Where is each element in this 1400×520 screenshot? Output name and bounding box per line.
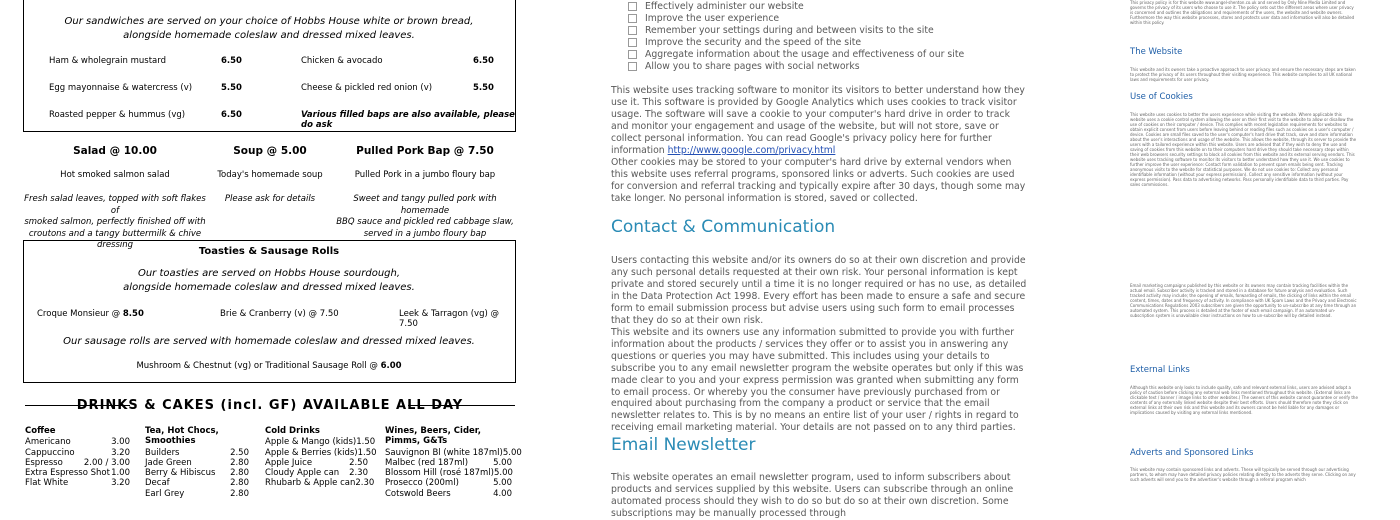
drink-item: Apple & Mango (kids) 1.50 (265, 437, 376, 448)
list-item: Improve the user experience (628, 13, 779, 25)
sandwich-price: 5.50 (473, 83, 494, 93)
drink-item: Rhubarb & Apple can 2.30 (265, 478, 375, 489)
list-item: Allow you to share pages with social networks (628, 61, 860, 73)
checkbox-icon (628, 62, 637, 71)
soup-title: Soup @ 5.00 (233, 145, 307, 157)
website-paragraph: This website and its owners take a proactive approach to user privacy and ensure the necessary steps are taken to protect the privacy of its users throughout their visiting experience. This website complies to all UK national laws and requirements for user privacy. (1130, 67, 1356, 82)
drink-item: Decaf 2.80 (145, 478, 249, 489)
list-item: Improve the security and the speed of the site (628, 37, 861, 49)
newsletter-paragraph: This website operates an email newsletter program, used to inform subscribers about products and services supplied by this website. Users can subscribe through an online automated process should they wish to do so but do so at their own discretion. Some subscriptions may be manually processed through (611, 472, 1014, 519)
salad-description: Fresh salad leaves, topped with soft flakes of smoked salmon, perfectly finished off with croutons and a tangy buttermilk & chive dressing (24, 194, 206, 250)
drink-item: Extra Espresso Shot 1.00 (25, 468, 130, 479)
adverts-heading: Adverts and Sponsored Links (1130, 448, 1254, 458)
drink-item: Apple Juice 2.50 (265, 457, 368, 468)
toasties-title: Toasties & Sausage Rolls (198, 246, 340, 257)
drink-item: Espresso 2.00 / 3.00 (25, 457, 130, 468)
sandwich-price: 6.50 (473, 56, 494, 66)
external-links-heading: External Links (1130, 365, 1190, 375)
checkbox-icon (628, 2, 637, 11)
drink-item: Flat White 3.20 (25, 478, 130, 489)
pork-subtitle: Pulled Pork in a jumbo floury bap (354, 170, 496, 180)
drink-item: Malbec (red 187ml) 5.00 (385, 457, 512, 468)
sausage-rolls-intro: Our sausage rolls are served with homemade coleslaw and dressed mixed leaves. (63, 336, 475, 347)
drink-item: Sauvignon Bl (white 187ml) 5.00 (385, 447, 522, 458)
sandwich-price: 6.50 (221, 56, 242, 66)
divider (408, 405, 515, 406)
drink-item: Cotswold Beers 4.00 (385, 488, 512, 499)
sandwich-item: Cheese & pickled red onion (v) (301, 83, 433, 93)
website-heading: The Website (1130, 47, 1183, 57)
sandwich-item: Chicken & avocado (301, 56, 383, 66)
drink-item: Cappuccino 3.20 (25, 447, 130, 458)
coffee-column: Coffee Americano 3.00 Cappuccino 3.20 Espresso 2.00 / 3.00 Extra Espresso Shot 1.00 Flat White 3.20 (25, 426, 130, 489)
analytics-paragraph: This website uses tracking software to monitor its visitors to better understand how they use it. This software is provided by Google Analytics which uses cookies to track visitor usage. The software will save a cookie to your computer's hard drive in order to track and monitor your engagement and usage of the website, but will not store, save or collect personal information. You can read Google's privacy policy here for further information http://www.google.com/privacy.html (611, 85, 1025, 156)
pork-description: Sweet and tangy pulled pork with homemade BBQ sauce and pickled red cabbage slaw, served in a jumbo floury bap (336, 194, 514, 239)
salad-subtitle: Hot smoked salmon salad (60, 170, 170, 180)
google-privacy-link[interactable]: http://www.google.com/privacy.html (667, 144, 836, 156)
sandwich-item: Roasted pepper & hummus (vg) (49, 110, 186, 120)
toasties-intro: Our toasties are served on Hobbs House sourdough, alongside homemade coleslaw and dressed mixed leaves. (123, 268, 415, 293)
sandwich-item: Egg mayonnaise & watercress (v) (49, 83, 193, 93)
drink-item: Blossom Hill (rosé 187ml) 5.00 (385, 468, 513, 479)
soup-subtitle: Today's homemade soup (217, 170, 323, 180)
drink-item: Builders 2.50 (145, 447, 249, 458)
sandwich-price: 5.50 (221, 83, 242, 93)
drink-item: Berry & Hibiscus 2.80 (145, 468, 249, 479)
drink-item: Earl Grey 2.80 (145, 488, 249, 499)
email-newsletter-heading: Email Newsletter (611, 435, 756, 455)
soup-description: Please ask for details (224, 194, 316, 204)
intro-paragraph: This privacy policy is for this website www.angel-shenton.co.uk and served by Only Nine Media Limited and governs the privacy of its users who choose to use it. The policy sets out the different areas where user privacy is concerned and outlines the obligations and requirements of the users, the website and website owners. Furthermore the way this website processes, stores and protects user data and information will also be detailed within this policy. (1130, 0, 1355, 25)
toastie-item: Croque Monsieur @ 8.50 (37, 309, 144, 319)
drink-item: Prosecco (200ml) 5.00 (385, 478, 512, 489)
checkbox-icon (628, 26, 637, 35)
tea-column: Tea, Hot Chocs, Smoothies Builders 2.50 Jade Green 2.80 Berry & Hibiscus 2.80 Decaf 2.80 Earl Grey 2.80 (145, 426, 249, 499)
wines-column: Wines, Beers, Cider, Pimms, G&Ts Sauvignon Bl (white 187ml) 5.00 Malbec (red 187ml) 5.00 Blossom Hill (rosé 187ml) 5.00 Prosecco (200ml) 5.00 Cotswold Beers 4.00 (385, 426, 522, 499)
list-item: Effectively administer our website (628, 1, 804, 13)
marketing-paragraph: This website and its owners use any information submitted to provide you with further information about the products / services they offer or to assist you in answering any questions or queries you may have submitted. This includes using your details to subscribe you to any email newsletter program the website operates but only if this was made clear to you and your express permission was granted when submitting any form to email process. Or whereby you the consumer have previously purchased from or enquired about purchasing from the company a product or service that the email newsletter relates to. This is by no means an entire list of your user / rights in regard to receiving email marketing material. Your details are not passed on to any third parties. (611, 327, 1024, 434)
toastie-item: Brie & Cranberry (v) @ 7.50 (220, 309, 339, 319)
privacy-policy-summary (1125, 0, 1365, 500)
contact-paragraph: Users contacting this website and/or its owners do so at their own discretion and provide any such personal details requested at their own risk. Your personal information is kept private and stored securely until a time it is no longer required or has no use, as detailed in the Data Protection Act 1998. Every effort has been made to ensure a safe and secure form to email submission process but advise users using such form to email processes that they do so at their own risk. (611, 255, 1027, 326)
cold-drinks-column: Cold Drinks Apple & Mango (kids) 1.50 Apple & Berries (kids) 1.50 Apple Juice 2.50 Cloudy Apple can 2.30 Rhubarb & Apple can 2.30 (265, 426, 377, 489)
sandwich-box (23, 0, 516, 132)
drink-item: Jade Green 2.80 (145, 457, 249, 468)
drinks-heading: DRINKS & CAKES (incl. GF) AVAILABLE ALL DAY (76, 398, 464, 413)
toastie-item: Leek & Tarragon (vg) @ 7.50 (399, 309, 499, 329)
drink-item: Americano 3.00 (25, 437, 130, 448)
cookies-heading: Use of Cookies (1130, 92, 1193, 102)
salad-title: Salad @ 10.00 (73, 145, 157, 157)
sandwich-intro: Our sandwiches are served on your choice of Hobbs House white or brown bread, alongside homemade coleslaw and dressed mixed leaves. (64, 16, 474, 41)
sandwich-price: 6.50 (221, 110, 242, 120)
contact-heading: Contact & Communication (611, 217, 836, 237)
list-item: Aggregate information about the usage and effectiveness of our site (628, 49, 964, 61)
pork-title: Pulled Pork Bap @ 7.50 (356, 145, 494, 157)
sandwich-item: Ham & wholegrain mustard (49, 56, 166, 66)
checkbox-icon (628, 14, 637, 23)
drink-item: Apple & Berries (kids) 1.50 (265, 447, 377, 458)
cookies-paragraph: Other cookies may be stored to your computer's hard drive by external vendors when this website uses referral programs, sponsored links or adverts. Such cookies are used for conversion and referral tracking and typically expire after 30 days, though some may take longer. No personal information is stored, saved or collected. (611, 157, 1026, 204)
checkbox-icon (628, 38, 637, 47)
checkbox-icon (628, 50, 637, 59)
drink-item: Cloudy Apple can 2.30 (265, 468, 368, 479)
external-links-paragraph: Although this website only looks to include quality, safe and relevant external links, users are advised adopt a policy of caution before clicking any external web links mentioned throughout this website. (External links are clickable text / banner / image links to other websites.) The owners of this website cannot guarantee or verify the contents of any externally linked website despite their best efforts. Users should therefore note they click on external links at their own risk and this website and its owners cannot be held liable for any damages or implications caused by visiting any external links mentioned. (1130, 385, 1358, 415)
sausage-roll-item: Mushroom & Chestnut (vg) or Traditional Sausage Roll @ 6.00 (136, 361, 402, 371)
list-item: Remember your settings during and between visits to the site (628, 25, 934, 37)
adverts-paragraph: This website may contain sponsored links and adverts. These will typically be served through our advertising partners, to whom may have detailed privacy policies relating directly to the adverts they serve. Clicking on any such adverts will send you to the advertiser's website through a referral program which (1130, 467, 1356, 482)
tracking-paragraph: Email marketing campaigns published by this website or its owners may contain tracking facilities within the actual email. Subscriber activity is tracked and stored in a database for future analysis and evaluation. Such tracked activity may include; the opening of emails, forwarding of emails, the clicking of links within the email content, times, dates and frequency of activity. In compliance with UK Spam Laws and the Privacy and Electronic Communications Regulations 2003 subscribers are given the opportunity to un-subscribe at any time through an automated system. This process is detailed at the footer of each email campaign. If an automated un-subscription system is unavailable clear instructions on how to un-subscribe will by detailed instead. (1130, 283, 1357, 318)
toasties-box (23, 240, 516, 383)
privacy-policy (600, 0, 1030, 519)
cookies-paragraph: This website uses cookies to better the users experience while visiting the website. Where applicable this website uses a cookie control system allowing the user on their first visit to the website to allow or disallow the use of cookies on their computer / device. This complies with recent legislation requirements for websites to obtain explicit consent from users before leaving behind or reading files such as cookies on a user's computer / device. Cookies are small files saved to the user's computer's hard drive that track, save and store information about the user's interactions and usage of the website. This allows the website, through its server to provide the users with a tailored experience within this website. Users are advised that if they wish to deny the use and saving of cookies from this website on to their computers hard drive they should take necessary steps within their web browsers security settings to block all cookies from this website and its external serving vendors. This website uses tracking software to monitor its visitors to better understand how they use it. We use cookies to further improve the user experience: Contact form validation to prevent spam emails being sent. Tracking anonymous visits to the website for statistical purposes. We do not use cookies to: Collect any personal identifiable information (without your express permission). Collect any sensitive information (without your express permission). Pass data to advertising networks. Pass personally identifiable data to third parties. Pay sales commissions. (1130, 112, 1357, 187)
cafe-menu (0, 0, 560, 500)
baps-note: Various filled baps are also available, please do ask (301, 110, 515, 130)
